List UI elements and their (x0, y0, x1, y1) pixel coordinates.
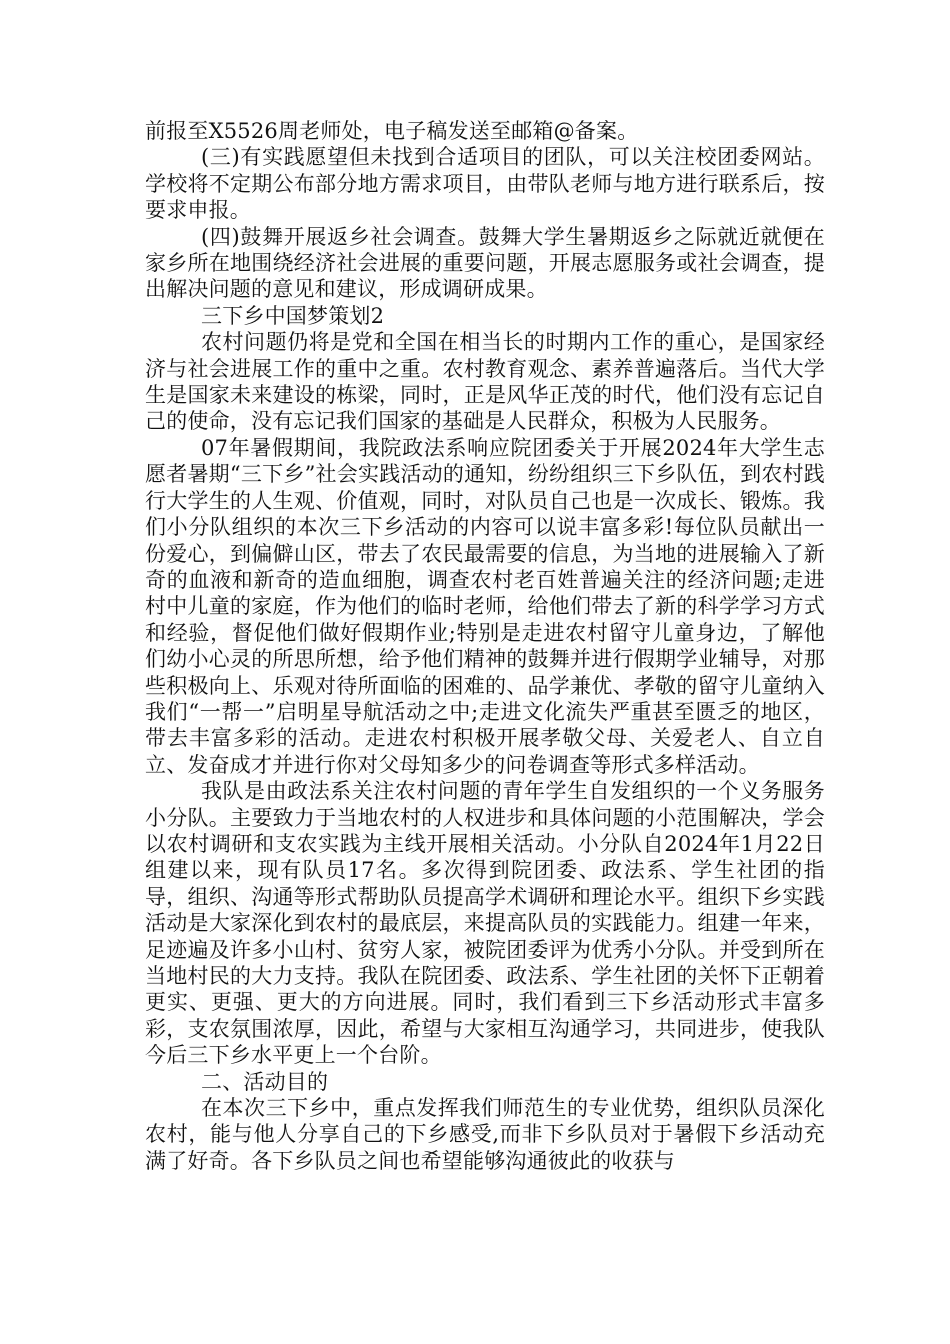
section-heading-plan-2: 三下乡中国梦策划2 (201, 303, 385, 328)
section-heading-activity-purpose: 二、活动目的 (201, 1069, 329, 1094)
paragraph-item-four: (四)鼓舞开展返乡社会调查。鼓舞大学生暑期返乡之际就近就便在家乡所在地围绕经济社会进展的重要问题，开展志愿服务或社会调查，提出解决问题的意见和建议，形成调研成果。 (145, 224, 825, 302)
paragraph-rural-issues: 农村问题仍将是党和全国在相当长的时期内工作的重心，是国家经济与社会进展工作的重中之重。农村教育观念、素养普遍落后。当代大学生是国家未来建设的栋梁，同时，正是风华正茂的时代，他们没有忘记自己的使命，没有忘记我们国家的基础是人民群众，积极为人民服务。 (145, 330, 825, 434)
paragraph-team-intro: 我队是由政法系关注农村问题的青年学生自发组织的一个义务服务小分队。主要致力于当地农村的人权进步和具体问题的小范围解决，学会以农村调研和支农实践为主线开展相关活动。小分队自2024年1月22日组建以来，现有队员17名。多次得到院团委、政法系、学生社团的指导，组织、沟通等形式帮助队员提高学术调研和理论水平。组织下乡实践活动是大家深化到农村的最底层，来提高队员的实践能力。组建一年来，足迹遍及许多小山村、贫穷人家，被院团委评为优秀小分队。并受到所在当地村民的大力支持。我队在院团委、政法系、学生社团的关怀下正朝着更实、更强、更大的方向进展。同时，我们看到三下乡活动形式丰富多彩，支农氛围浓厚，因此，希望与大家相互沟通学习，共同进步，使我队今后三下乡水平更上一个台阶。 (145, 779, 825, 1068)
paragraph-summer-activity: 07年暑假期间，我院政法系响应院团委关于开展2024年大学生志愿者暑期“三下乡”社会实践活动的通知，纷纷组织三下乡队伍，到农村践行大学生的人生观、价值观，同时，对队员自己也是一次成长、锻炼。我们小分队组织的本次三下乡活动的内容可以说丰富多彩!每位队员献出一份爱心，到偏僻山区，带去了农民最需要的信息，为当地的进展输入了新奇的血液和新奇的造血细胞，调查农村老百姓普遍关注的经济问题;走进村中儿童的家庭，作为他们的临时老师，给他们带去了新的科学学习方式和经验，督促他们做好假期作业;特别是走进农村留守儿童身边，了解他们幼小心灵的所思所想，给予他们精神的鼓舞并进行假期学业辅导，对那些积极向上、乐观对待所面临的困难的、品学兼优、孝敬的留守儿童纳入我们“一帮一”启明星导航活动之中;走进文化流失严重甚至匮乏的地区，带去丰富多彩的活动。走进农村积极开展孝敬父母、关爱老人、自立自立、发奋成才并进行你对父母知多少的问卷调查等形式多样活动。 (145, 435, 825, 777)
document-page (145, 118, 825, 1174)
paragraph-item-three: (三)有实践愿望但未找到合适项目的团队，可以关注校团委网站。学校将不定期公布部分地方需求项目，由带队老师与地方进行联系后，按要求申报。 (145, 145, 825, 223)
paragraph-report-submission: 前报至X5526周老师处，电子稿发送至邮箱@备案。 (145, 119, 639, 143)
paragraph-activity-purpose: 在本次三下乡中，重点发挥我们师范生的专业优势，组织队员深化农村，能与他人分享自己的下乡感受,而非下乡队员对于暑假下乡活动充满了好奇。各下乡队员之间也希望能够沟通彼此的收获与 (145, 1096, 825, 1173)
